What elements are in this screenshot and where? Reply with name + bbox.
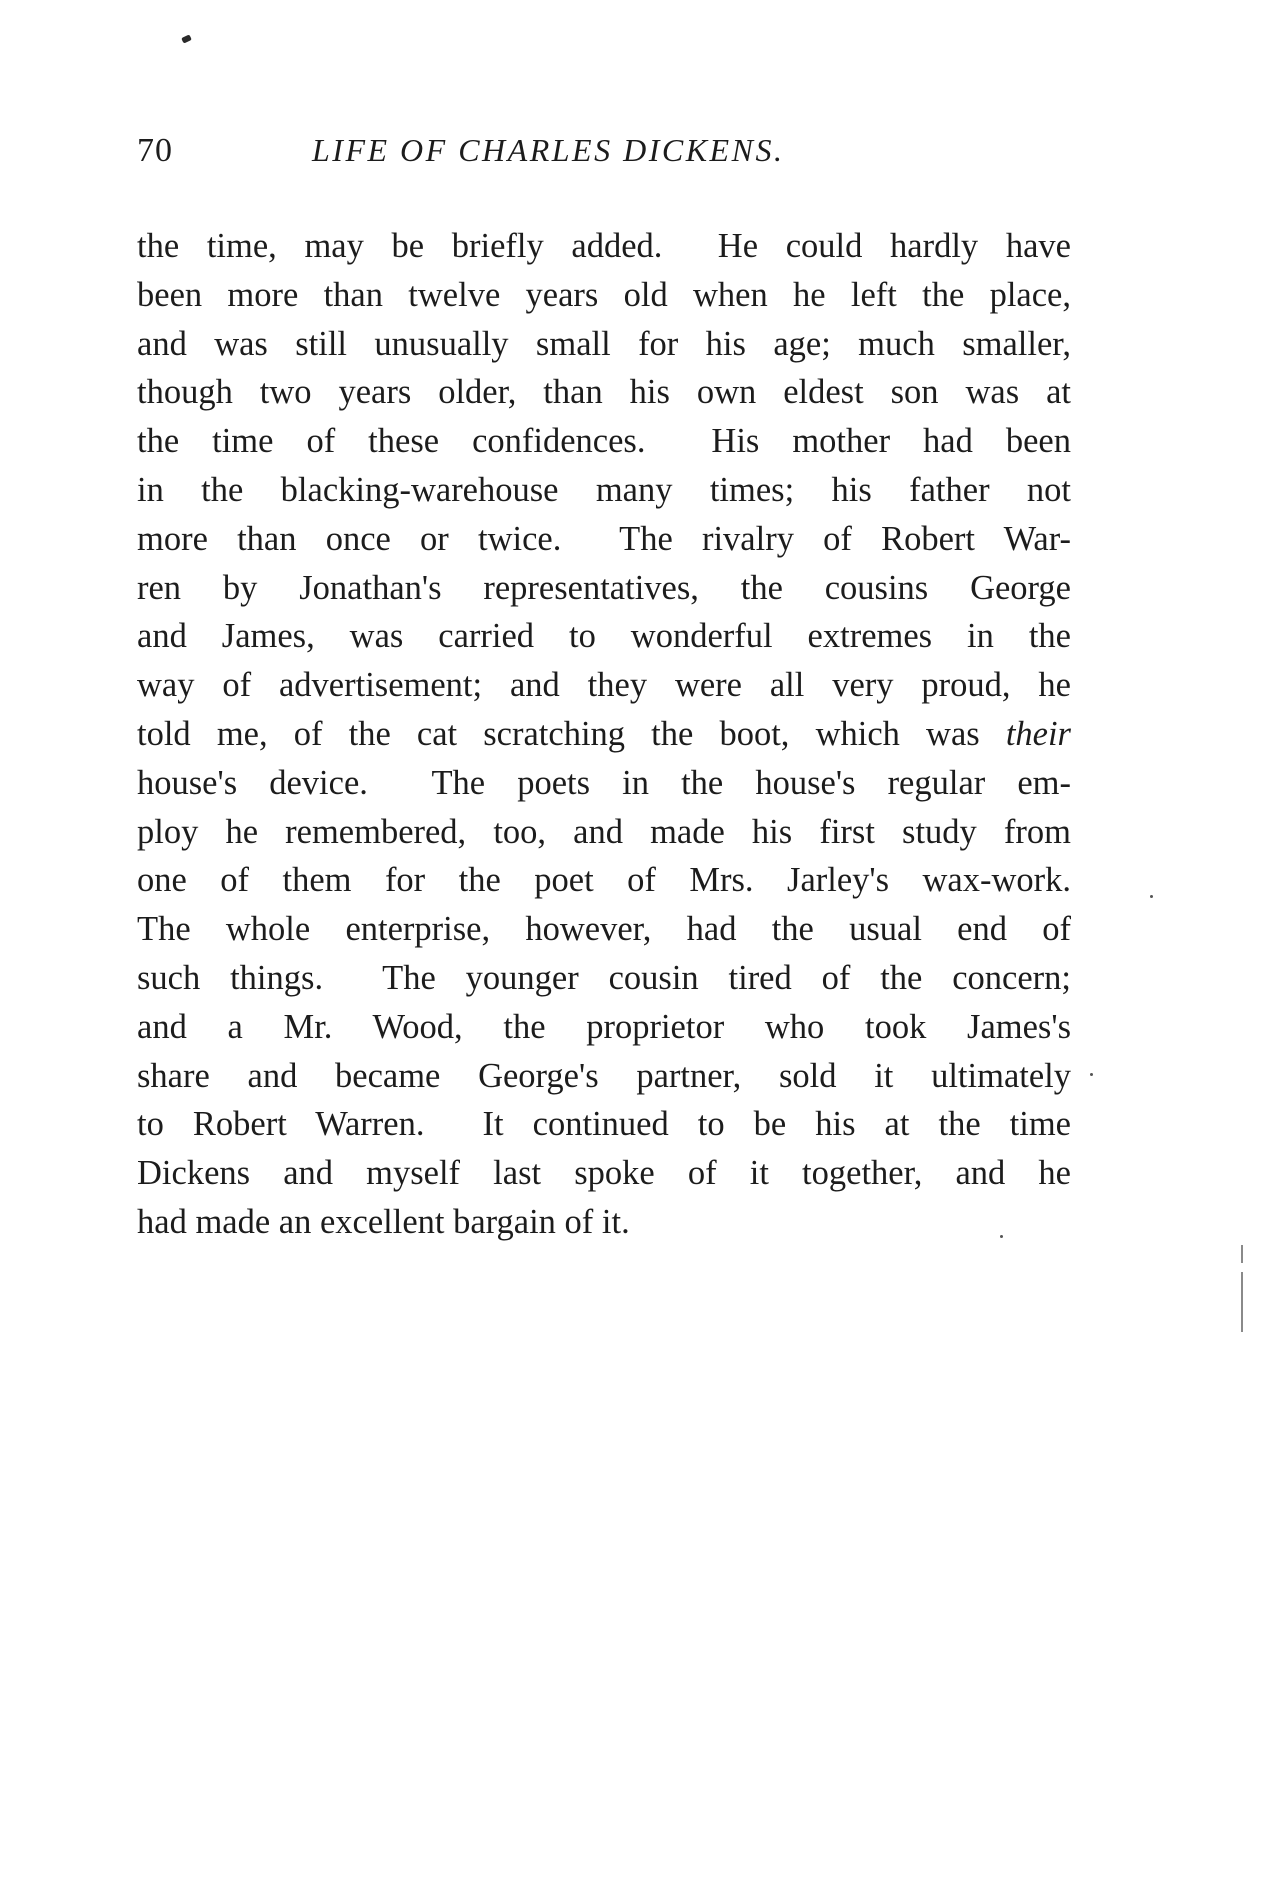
- text-segment: been more than twelve years old when he left the place,: [137, 275, 1071, 314]
- text-segment: told me, of the cat scratching the boot, which was: [137, 714, 1006, 753]
- running-head: [137, 132, 1067, 176]
- text-segment: one of them for the poet of Mrs. Jarley's wax-work.: [137, 861, 1071, 900]
- text-line: [137, 515, 1071, 564]
- text-line: [137, 905, 1071, 954]
- text-segment: and a Mr. Wood, the proprietor who took James's: [137, 1007, 1071, 1046]
- text-line: [137, 564, 1071, 613]
- text-line: [137, 320, 1071, 369]
- text-line: [137, 271, 1071, 320]
- ink-speck: [181, 34, 192, 43]
- ink-speck: [1090, 1073, 1093, 1076]
- text-line: [137, 417, 1071, 466]
- italic-text: their: [1005, 714, 1071, 753]
- text-segment: the time of these confidences. His mother had been: [137, 422, 1071, 461]
- text-line: [137, 808, 1071, 857]
- text-line: [137, 368, 1071, 417]
- text-segment: and was still unusually small for his age; much smaller,: [137, 324, 1071, 363]
- text-segment: in the blacking-warehouse many times; his father not: [137, 470, 1071, 509]
- text-line: [137, 1149, 1071, 1198]
- text-segment: the time, may be briefly added. He could hardly have: [137, 227, 1071, 265]
- text-line: [137, 856, 1071, 905]
- text-segment: such things. The younger cousin tired of the concern;: [137, 958, 1071, 997]
- text-segment: ren by Jonathan's representatives, the cousins George: [137, 568, 1071, 607]
- text-segment: more than once or twice. The rivalry of Robert War-: [137, 519, 1071, 558]
- running-title: LIFE OF CHARLES DICKENS.: [312, 132, 785, 168]
- text-segment: way of advertisement; and they were all very proud, he: [137, 666, 1071, 705]
- text-line: [137, 1052, 1071, 1101]
- text-line: [137, 759, 1071, 808]
- text-line: [137, 1003, 1071, 1052]
- page-edge-mark: [1241, 1245, 1243, 1263]
- text-segment: to Robert Warren. It continued to be his at the time: [137, 1105, 1071, 1144]
- text-segment: house's device. The poets in the house's regular em-: [137, 763, 1071, 802]
- text-line: [137, 710, 1071, 759]
- text-segment: and James, was carried to wonderful extremes in the: [137, 617, 1071, 656]
- text-segment: had made an excellent bargain of it.: [137, 1202, 630, 1241]
- text-segment: Dickens and myself last spoke of it together, and he: [137, 1154, 1071, 1193]
- text-line: [137, 661, 1071, 710]
- text-line: [137, 1100, 1071, 1149]
- page-edge-mark: [1241, 1272, 1243, 1332]
- text-segment: The whole enterprise, however, had the usual end of: [137, 910, 1071, 949]
- text-line: [137, 466, 1071, 515]
- text-line: [137, 612, 1071, 661]
- body-text: [137, 222, 1071, 1247]
- text-line: [137, 954, 1071, 1003]
- text-segment: though two years older, than his own eldest son was at: [137, 373, 1071, 412]
- text-segment: share and became George's partner, sold it ultimately: [137, 1056, 1071, 1095]
- text-line: [137, 1198, 1071, 1247]
- text-line: [137, 222, 1071, 271]
- page-number: 70: [137, 132, 173, 169]
- ink-speck: [1150, 895, 1153, 898]
- text-segment: ploy he remembered, too, and made his first study from: [137, 812, 1071, 851]
